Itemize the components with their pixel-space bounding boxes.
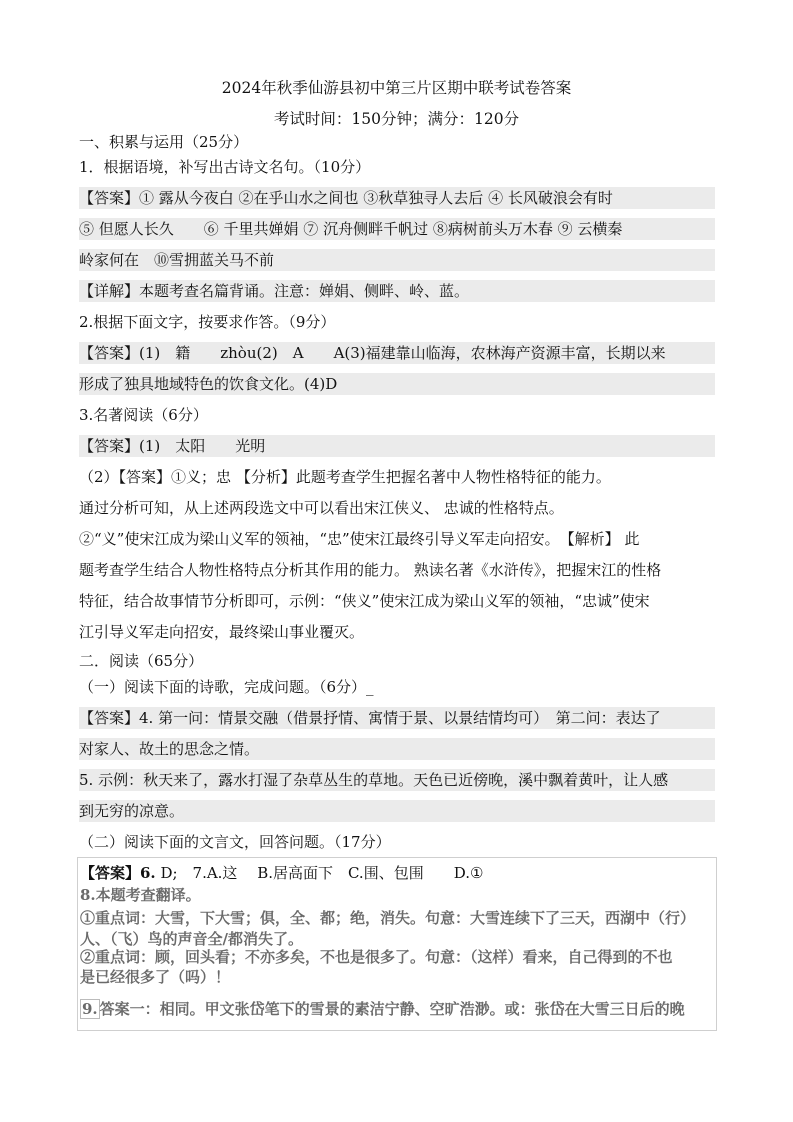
q3-text-line-4: ②“义”使宋江成为梁山义军的领袖，“忠”使宋江最终引导义军走向招安。 【解析】 此: [79, 530, 640, 548]
q2-answer-line-2: 形成了独具地域特色的饮食文化。(4)D: [79, 373, 715, 395]
section-heading-2: 二．阅读（65分）: [79, 652, 204, 670]
q1-answer-line-1: 【答案】① 露从今夜白 ②在乎山水之间也 ③秋草独寻人去后 ④ 长风破浪会有时: [79, 187, 715, 209]
question-9-answer: 答案一：相同。甲文张岱笔下的雪景的素洁宁静、空旷浩渺。或：张岱在大雪三日后的晚: [99, 1000, 685, 1018]
q1-detail: 【详解】本题考查名篇背诵。注意：婵娟、侧畔、岭、蓝。: [79, 280, 715, 302]
box-answer-line-6: 是已经很多了（吗）！: [80, 968, 231, 986]
box-answer-line-3: ①重点词：大雪，下大雪；俱，全、都；绝，消失。句意：大雪连续下了三天，西湖中（行）: [80, 909, 696, 927]
section-heading-1: 一、积累与运用（25分）: [79, 133, 249, 151]
exam-info: 考试时间：150分钟；满分：120分: [273, 110, 520, 128]
q3-text-line-7: 江引导义军走向招安，最终梁山事业覆灭。: [79, 623, 365, 641]
box-answer-line-2: 8.本题考查翻译。: [80, 886, 201, 904]
reading-1-answer-line-1: 【答案】4. 第一问：情景交融（借景抒情、寓情于景、以景结情均可） 第二问：表达了: [79, 707, 715, 729]
box-answer-line-7: [80, 998, 714, 1020]
q3-text-line-6: 特征，结合故事情节分析即可，示例：“侠义”使宋江成为梁山义军的领袖，“忠诚”使宋: [79, 592, 650, 610]
box-answer-label: 【答案】6.: [80, 864, 156, 882]
reading-1-prompt: （一）阅读下面的诗歌，完成问题。（6分）_: [79, 678, 374, 696]
q3-answer-1: 【答案】(1) 太阳 光明: [79, 435, 715, 457]
reading-1-answer-line-2: 对家人、故土的思念之情。: [79, 738, 715, 760]
question-9-number: 9.: [82, 1000, 98, 1018]
box-answer-line-4: 人、（飞）鸟的声音全/都消失了。: [80, 930, 303, 948]
q1-answer-line-2: ⑤ 但愿人长久 ⑥ 千里共婵娟 ⑦ 沉舟侧畔千帆过 ⑧病树前头万木春 ⑨ 云横秦: [79, 218, 715, 240]
answer-box: [77, 857, 717, 1031]
q3-answer-2: （2）【答案】①义；忠 【分析】此题考查学生把握名著中人物性格特征的能力。: [79, 468, 611, 486]
question-1-prompt: 1．根据语境，补写出古诗文名句。（10分）: [79, 158, 371, 176]
q3-text-line-3: 通过分析可知，从上述两段选文中可以看出宋江侠义、 忠诚的性格特点。: [79, 499, 564, 517]
reading-2-prompt: （二）阅读下面的文言文，回答问题。（17分）: [79, 833, 391, 851]
question-3-prompt: 3.名著阅读（6分）: [79, 406, 208, 424]
q3-text-line-5: 题考查学生结合人物性格特点分析其作用的能力。 熟读名著《水浒传》，把握宋江的性格: [79, 561, 662, 579]
reading-1-answer-line-3: 5. 示例：秋天来了，露水打湿了杂草丛生的草地。天色已近傍晚，溪中飘着黄叶，让人感: [79, 769, 715, 791]
q2-answer-line-1: 【答案】(1) 籍 zhòu(2) A A(3)福建靠山临海，农林海产资源丰富，长期以来: [79, 342, 715, 364]
question-2-prompt: 2.根据下面文字，按要求作答。（9分）: [79, 313, 336, 331]
box-answer-choices: D; 7.A.这 B.居高面下 C.围、包围 D.①: [155, 864, 484, 882]
box-answer-line-1: [80, 862, 714, 884]
page-title: 2024年秋季仙游县初中第三片区期中联考试卷答案: [221, 79, 572, 97]
q1-answer-line-3: 岭家何在 ⑩雪拥蓝关马不前: [79, 249, 715, 271]
reading-1-answer-line-4: 到无穷的凉意。: [79, 800, 715, 822]
box-answer-line-5: ②重点词：顾，回头看；不亦多矣，不也是很多了。句意：（这样）看来，自己得到的不也: [80, 948, 673, 966]
